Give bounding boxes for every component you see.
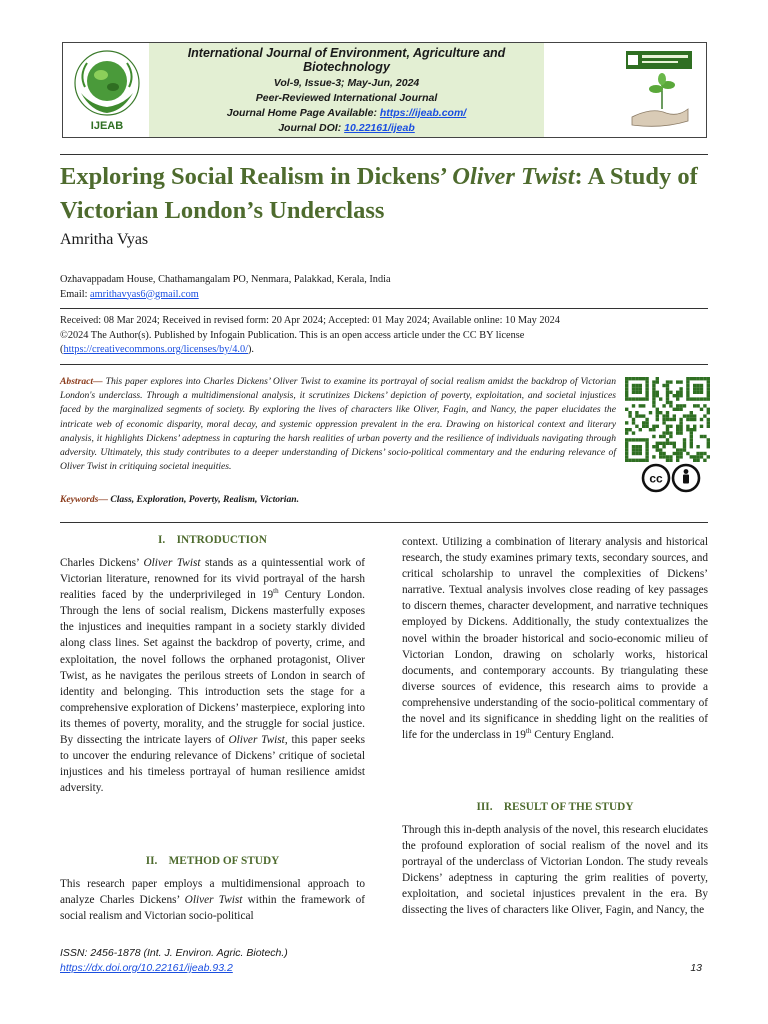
section-heading-introduction: I. INTRODUCTION: [158, 534, 267, 546]
result-paragraph: Through this in-depth analysis of the novel, this research elucidates the profound exploration of social realism of the novel and its portrayal of the underclass of Victorian London. The study reveals Dickens’ adeptness in capturing the grim realities of poverty, exploitation, and societal injustices prevalent in the era. By dissecting the lives of characters like Oliver, Fagin, and Nancy, the: [402, 824, 708, 917]
svg-text:cc: cc: [649, 471, 663, 486]
abstract: [60, 375, 616, 474]
abstract-text: This paper explores into Charles Dickens’ Oliver Twist to examine its portrayal of social realism amidst the backdrop of Victorian London's underclass. Through a multidimensional analysis, it scrutinizes Dickens’ depiction of poverty, exploitation, and societal injustices faced by the marginalized segments of society. By exploring the lives of characters like Oliver, Fagin, and Nancy, the paper elucidates the intricate web of economic disparity, moral decay, and systemic oppression prevalent in the era. Drawing on historical context and literary analysis, it highlights Dickens’ adeptness in capturing the harsh realities of urban poverty and the resilience of individuals navigating through adversity. Ultimately, this study contributes to a deeper understanding of Dickens’ socio-political commentary and the enduring relevance of Oliver Twist in critiquing societal inequities.: [60, 376, 616, 473]
journal-name: International Journal of Environment, Agriculture and Biotechnology: [187, 46, 506, 74]
footer-doi-link[interactable]: https://dx.doi.org/10.22161/ijeab.93.2: [60, 962, 233, 974]
journal-homepage: Journal Home Page Available: https://ijeab.com/: [226, 107, 467, 119]
journal-volume: Vol-9, Issue-3; May-Jun, 2024: [273, 77, 420, 89]
received-dates: Received: 08 Mar 2024; Received in revised form: 20 Apr 2024; Accepted: 01 May 2024; Available online: 10 May 2024: [60, 315, 560, 326]
publication-info: [60, 314, 710, 358]
journal-doi-link[interactable]: 10.22161/ijeab: [344, 122, 415, 134]
footer-issn: ISSN: 2456-1878 (Int. J. Environ. Agric. Biotech.): [60, 947, 288, 959]
logo-text: IJEAB: [90, 120, 124, 132]
divider: [60, 308, 708, 309]
page-footer: [60, 947, 708, 974]
abstract-label: Abstract—: [60, 376, 103, 387]
page-number: 13: [690, 962, 702, 974]
affiliation-block: [60, 273, 700, 302]
journal-header: [62, 42, 707, 138]
copyright: ©2024 The Author(s). Published by Infogain Publication. This is an open access article under the CC BY license: [60, 329, 525, 341]
section-heading-method: II. METHOD OF STUDY: [145, 855, 280, 867]
cc-license-badge[interactable]: [641, 463, 701, 493]
method-paragraph: This research paper employs a multidimensional approach to analyze Charles Dickens’ Oliver Twist within the framework of social realism and Victorian socio-political: [60, 878, 365, 923]
email-line: Email: amrithavyas6@gmail.com: [60, 288, 199, 300]
journal-header-text: [149, 43, 544, 137]
author-name: Amritha Vyas: [60, 231, 149, 248]
journal-peer-reviewed: Peer-Reviewed International Journal: [255, 92, 438, 104]
email-link[interactable]: amrithavyas6@gmail.com: [90, 288, 199, 300]
divider: [60, 154, 708, 155]
journal-cover-image: [622, 47, 696, 133]
intro-paragraph: Charles Dickens’ Oliver Twist stands as a quintessential work of Victorian literature, renowned for its vivid portrayal of the harsh realities faced by the underprivileged in 19th Century London. Through the lens of social realism, Dickens masterfully exposes the injustices and inequities rampant in a society starkly divided along class lines. Set against the backdrop of poverty, crime, and exploitation, the novel follows the orphaned protagonist, Oliver Twist, as he navigates the perilous streets of London in search of identity and belonging. This introduction sets the stage for a comprehensive exploration of Dickens’ masterpiece, exploring into its themes of poverty, morality, and the struggle for social justice. By dissecting the intricate layers of Oliver Twist, this paper seeks to uncover the enduring relevance of Dickens’ critique of societal injustices and his timeless portrayal of human resilience amidst adversity.: [60, 557, 366, 795]
divider: [60, 364, 708, 365]
divider: [60, 522, 708, 523]
homepage-link[interactable]: https://ijeab.com/: [379, 107, 467, 119]
keywords-text: Class, Exploration, Poverty, Realism, Victorian.: [107, 494, 299, 505]
journal-doi: Journal DOI: 10.22161/ijeab: [278, 122, 415, 134]
method-paragraph-continued: context. Utilizing a combination of literary analysis and historical research, the study examines primary texts, secondary sources, and critical scholarship to unravel the complexities of Dickens’ narrative. Textual analysis involves close reading of key passages to discern themes, character development, and narrative techniques employed by Dickens. Additionally, the study contextualizes the novel within the broader historical and socio-economic milieu of Victorian London, drawing on scholarly works, historical documents, and contemporary accounts. By triangulating these diverse sources of evidence, this research aims to provide a comprehensive understanding of the socio-political commentary of the novel and its significance in shedding light on the realities of life for the underclass in 19th Century England.: [402, 536, 708, 742]
section-heading-result: III. RESULT OF THE STUDY: [476, 801, 634, 813]
keywords: [60, 494, 299, 505]
qr-code[interactable]: [624, 376, 712, 462]
journal-logo: [71, 47, 143, 133]
license-link[interactable]: https://creativecommons.org/licenses/by/4.0/: [63, 344, 248, 355]
affiliation: Ozhavappadam House, Chathamangalam PO, Nenmara, Palakkad, Kerala, India: [60, 274, 391, 285]
license-line: (https://creativecommons.org/licenses/by/4.0/).: [60, 344, 255, 355]
paper-title: Exploring Social Realism in Dickens’ Oliver Twist: A Study of Victorian London’s Underclass: [60, 163, 698, 224]
keywords-label: Keywords—: [60, 494, 108, 505]
